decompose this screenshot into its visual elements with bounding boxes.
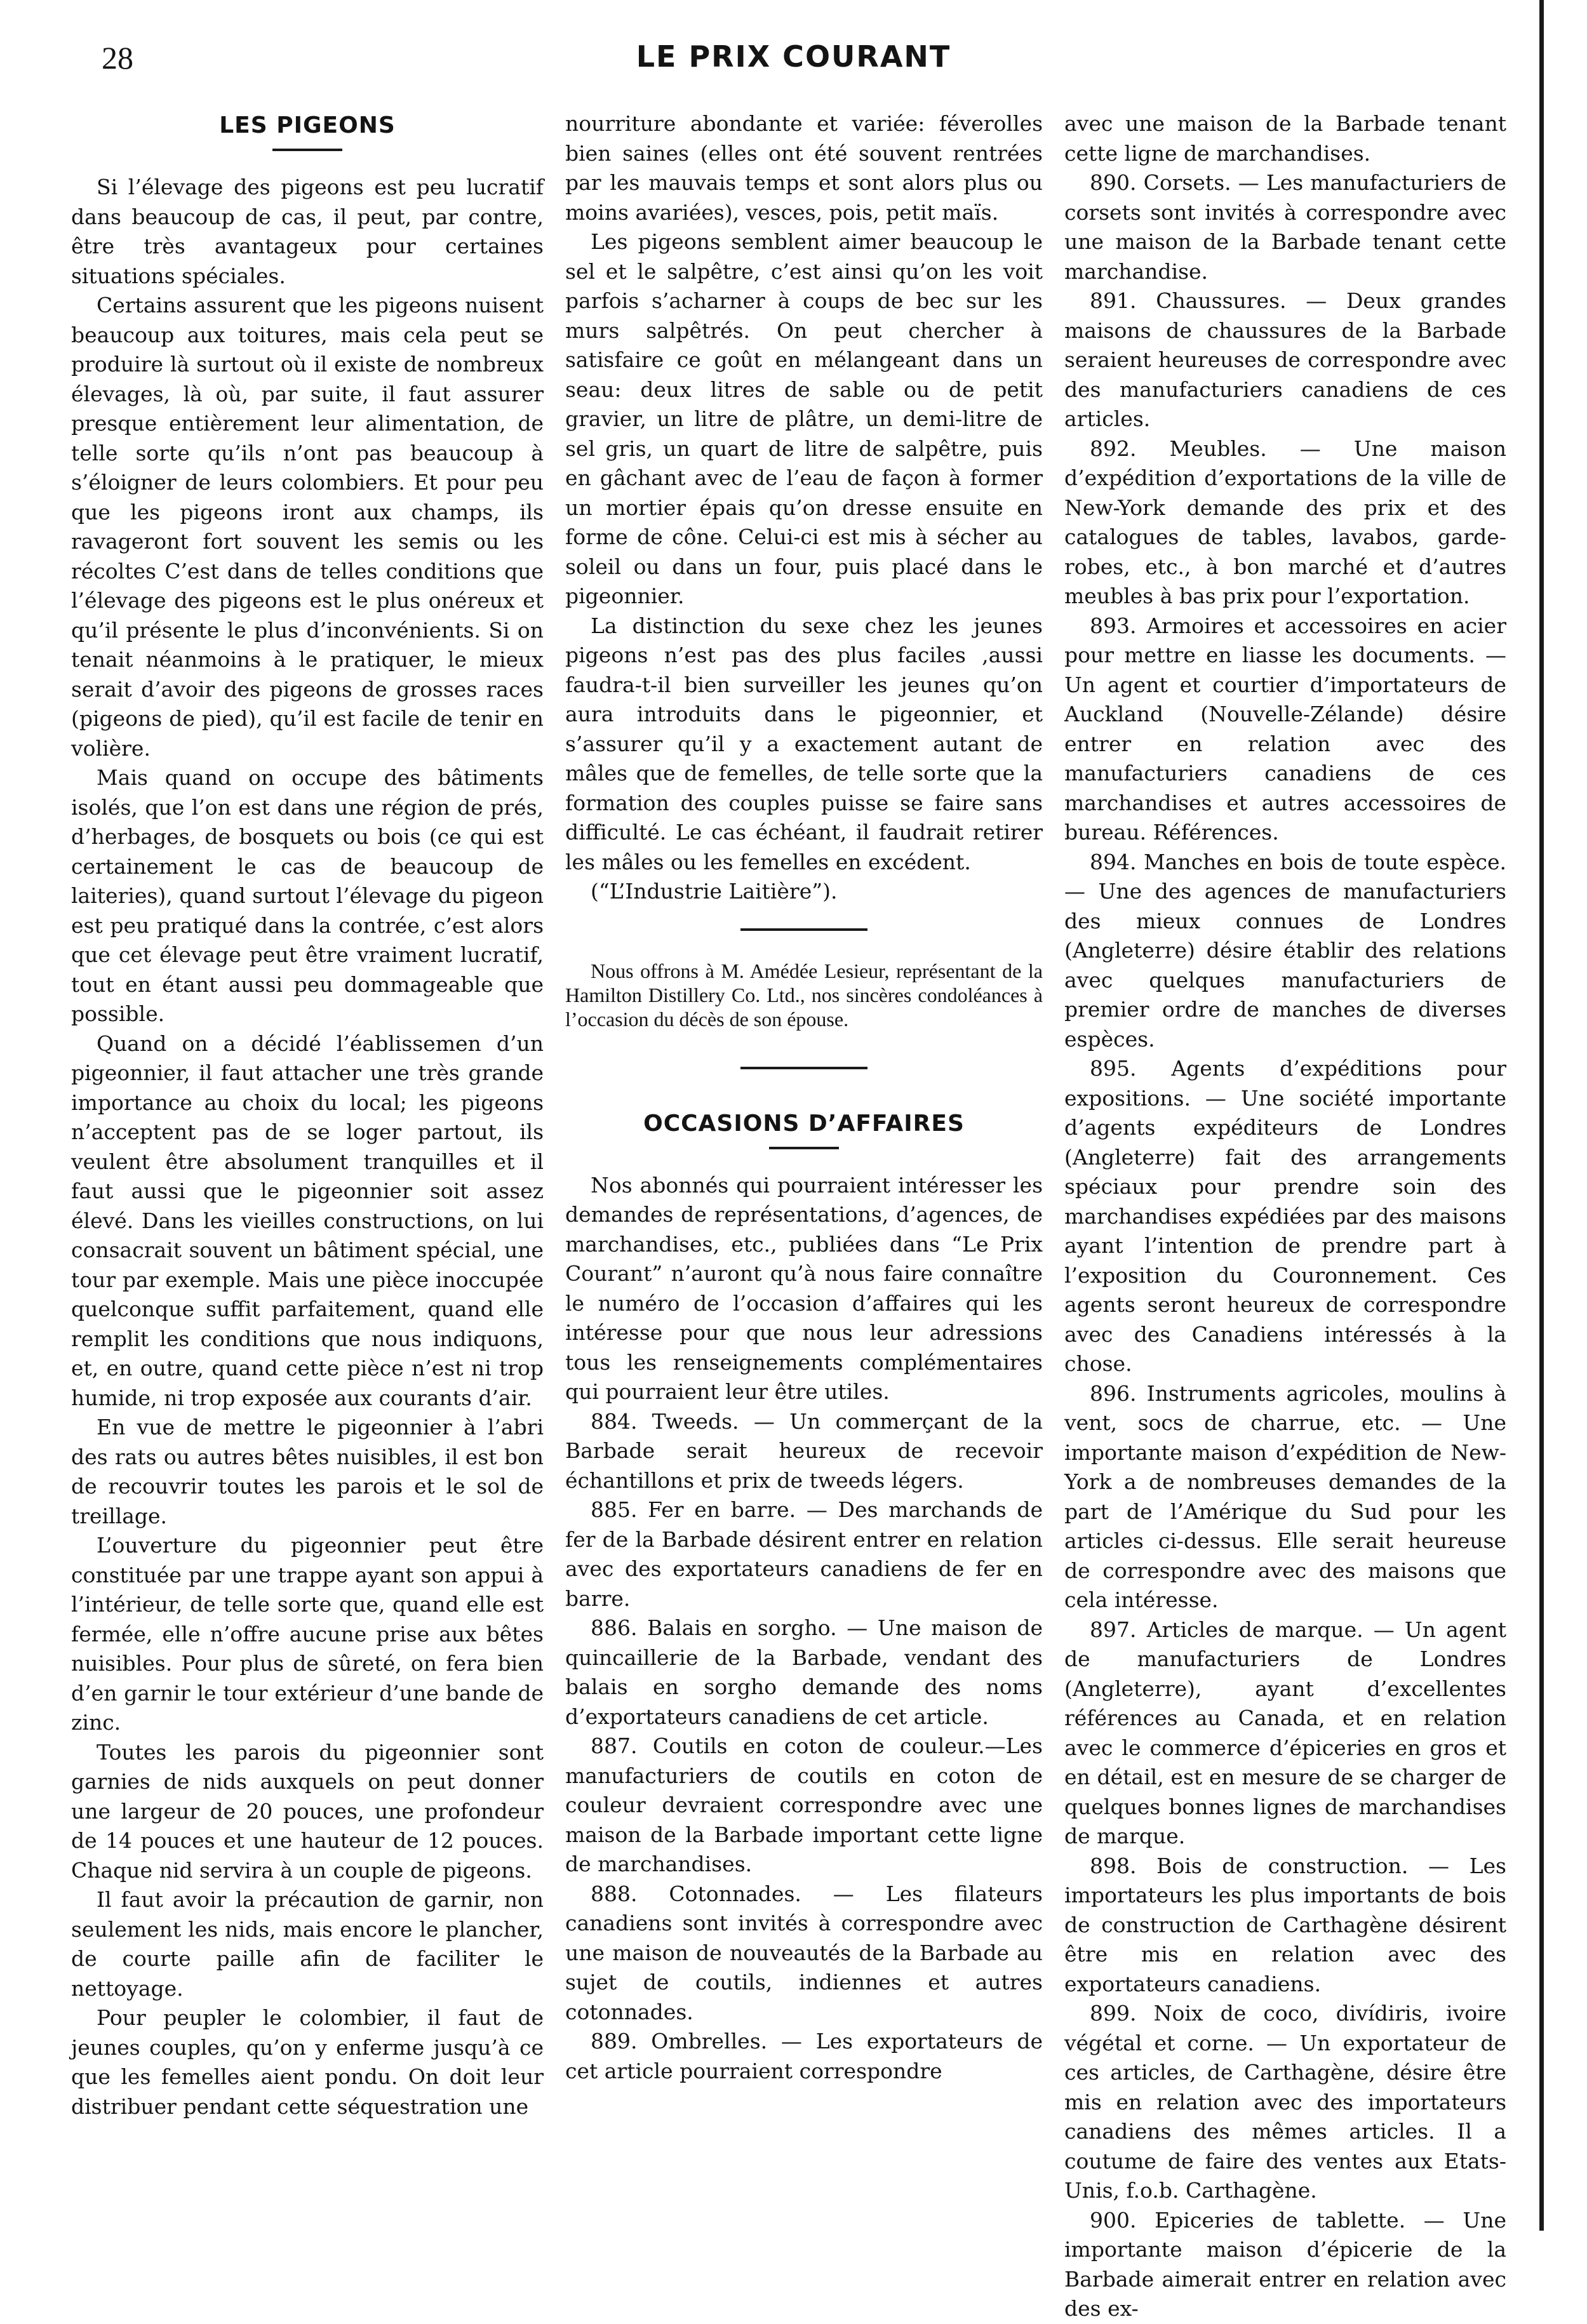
paragraph: Certains assurent que les pigeons nuisent beaucoup aux toitures, mais cela peut se produire là surtout où il existe de nombreux élevages, là où, par suite, il faut assurer presque entièrement leur alimentation, de telle sorte qu’ils n’ont pas beaucoup à s’éloigner de leurs colombiers. Et pour peu que les pigeons iront aux champs, ils ravageront fort souvent les semis ou les récoltes C’est dans de telles conditions que l’élevage des pigeons est le plus onéreux et qu’il présente le plus d’inconvénients. Si on tenait néanmoins à le pratiquer, le mieux serait d’avoir des pigeons de grosses races (pigeons de pied), qu’il est facile de tenir en volière.	[71, 293, 544, 761]
listing-entry: 895. Agents d’expéditions pour expositions. — Une société importante d’agents expéditeurs de Londres (Angleterre) fait des arrangements spéciaux pour prendre soin des marchandises expédiées par des maisons ayant l’intention de prendre part à l’exposition du Couronnement. Ces agents seront heureux de correspondre avec des Canadiens intéressés à la chose.	[1064, 1056, 1506, 1376]
section-divider	[740, 928, 867, 931]
listing-entry: 891. Chaussures. — Deux grandes maisons de chaussures de la Barbade seraient heureuses de correspondre avec des manufacturiers canadiens de ces articles.	[1064, 288, 1506, 431]
paragraph: Si l’élevage des pigeons est peu lucratif dans beaucoup de cas, il peut, par contre, être très avantageux pour certaines situations spéciales.	[71, 175, 544, 288]
page-edge-rule	[1539, 0, 1544, 2231]
paragraph: Nos abonnés qui pourraient intéresser les demandes de représentations, d’agences, de marchandises, etc., publiées dans “Le Prix Courant” n’auront qu’à nous faire connaître le numéro de l’occasion d’affaires qui les intéresse pour que nous leur adressions tous les renseignements complémentaires qui pourraient leur être utiles.	[565, 1172, 1043, 1404]
listing-entry: 900. Epiceries de tablette. — Une importante maison d’épicerie de la Barbade aimerait entrer en relation avec des ex-	[1064, 2207, 1506, 2321]
listing-entry: 898. Bois de construction. — Les importateurs les plus importants de bois de construction de Carthagène désirent être mis en relation avec des exportateurs canadiens.	[1064, 1853, 1506, 1996]
page-number: 28	[102, 40, 133, 76]
listing-entry: 887. Coutils en coton de couleur.—Les manufacturiers de coutils en coton de couleur devraient correspondre avec une maison de la Barbade important cette ligne de marchandises.	[565, 1733, 1043, 1876]
title-underline	[769, 1147, 839, 1149]
article-title-pigeons: LES PIGEONS	[219, 112, 396, 138]
journal-title: LE PRIX COURANT	[636, 39, 951, 74]
column-middle	[565, 109, 1043, 2086]
condolence-notice: Nous offrons à M. Amédée Lesieur, représentant de la Hamilton Distillery Co. Ltd., nos sincères condoléances à l’occasion du décès de son épouse.	[565, 959, 1043, 1031]
listing-entry: 886. Balais en sorgho. — Une maison de quincaillerie de la Barbade, vendant des balais en sorgho demande des noms d’exportateurs canadiens de cet article.	[565, 1615, 1043, 1729]
listing-entry: 899. Noix de coco, divídiris, ivoire végétal et corne. — Un exportateur de ces articles, de Carthagène, désire être mis en relation avec des importateurs canadiens des mêmes articles. Il a coutume de faire des ventes aux Etats-Unis, f.o.b. Carthagène.	[1064, 2001, 1506, 2203]
column-left	[71, 109, 544, 2121]
paragraph: En vue de mettre le pigeonnier à l’abri des rats ou autres bêtes nuisibles, il est bon de recouvrir toutes les parois et le sol de treillage.	[71, 1415, 544, 1528]
column-right	[1064, 109, 1506, 2324]
paragraph: Toutes les parois du pigeonnier sont garnies de nids auxquels on peut donner une largeur de 20 pouces, une profondeur de 14 pouces et une hauteur de 12 pouces. Chaque nid servira à un couple de pigeons.	[71, 1739, 544, 1883]
paragraph: Quand on a décidé l’éablissemen d’un pigeonnier, il faut attacher une très grande importance au choix du local; les pigeons n’acceptent pas de se loger partout, ils veulent être absolument tranquilles et il faut aussi que le pigeonnier soit assez élevé. Dans les vieilles constructions, on lui consacrait souvent un bâtiment spécial, une tour par exemple. Mais une pièce inoccupée quelconque suffit parfaitement, quand elle remplit les conditions que nous indiquons, et, en outre, quand cette pièce n’est ni trop humide, ni trop exposée aux courants d’air.	[71, 1031, 544, 1410]
paragraph: Pour peupler le colombier, il faut de jeunes couples, qu’on y enferme jusqu’à ce que les femelles aient pondu. On doit leur distribuer pendant cette séquestration une	[71, 2005, 544, 2119]
paragraph: Mais quand on occupe des bâtiments isolés, que l’on est dans une région de prés, d’herbages, de bosquets ou bois (ce qui est certainement le cas de beaucoup de laiteries), quand surtout l’élevage du pigeon est peu pratiqué dans la contrée, c’est alors que cet élevage peut être vraiment lucratif, tout en étant aussi peu dommageable que possible.	[71, 765, 544, 1026]
paragraph: nourriture abondante et variée: féverolles bien saines (elles ont été souvent rentrées par les mauvais temps et sont alors plus ou moins avariées), vesces, pois, petit maïs.	[565, 111, 1043, 225]
paragraph: Les pigeons semblent aimer beaucoup le sel et le salpêtre, c’est ainsi qu’on les voit parfois s’acharner à coups de bec sur les murs salpêtrés. On peut chercher à satisfaire ce goût en mélangeant dans un seau: deux litres de sable ou de petit gravier, un litre de plâtre, un demi-litre de sel gris, un quart de litre de salpêtre, puis en gâchant avec de l’eau de façon à former un mortier épais qu’on dresse ensuite en forme de cône. Celui-ci est mis à sécher au soleil ou dans un four, puis placé dans le pigeonnier.	[565, 229, 1043, 608]
listing-entry: 884. Tweeds. — Un commerçant de la Barbade serait heureux de recevoir échantillons et prix de tweeds légers.	[565, 1408, 1043, 1493]
listing-entry: 896. Instruments agricoles, moulins à vent, socs de charrue, etc. — Une importante maison d’expédition de New-York a de nombreuses demandes de la part de l’Amérique du Sud pour les articles ci-dessus. Elle serait heureuse de correspondre avec des maisons que cela intéresse.	[1064, 1380, 1506, 1612]
section-divider	[740, 1067, 867, 1069]
paragraph: La distinction du sexe chez les jeunes pigeons n’est pas des plus faciles ,aussi faudra-t-il bien surveiller les jeunes qu’on aura introduits dans le pigeonnier, et s’assurer qu’il y a exactement autant de mâles que de femelles, de telle sorte que la formation des couples puisse se faire sans difficulté. Le cas échéant, il faudrait retirer les mâles ou les femelles en excédent.	[565, 613, 1043, 874]
listing-entry: 893. Armoires et accessoires en acier pour mettre en liasse les documents. — Un agent et courtier d’importateurs de Auckland (Nouvelle-Zélande) désire entrer en relation avec des manufacturiers canadiens de ces marchandises et autres accessoires de bureau. Références.	[1064, 613, 1506, 845]
article-source: (“L’Industrie Laitière”).	[591, 879, 838, 904]
section-title-occasions: OCCASIONS D’AFFAIRES	[643, 1110, 965, 1137]
paragraph: Il faut avoir la précaution de garnir, non seulement les nids, mais encore le plancher, de courte paille afin de faciliter le nettoyage.	[71, 1887, 544, 2001]
listing-entry: 885. Fer en barre. — Des marchands de fer de la Barbade désirent entrer en relation avec des exportateurs canadiens de fer en barre.	[565, 1497, 1043, 1611]
listing-entry: 892. Meubles. — Une maison d’expédition d’exportations de la ville de New-York demande des prix et des catalogues de tables, lavabos, garde-robes, etc., à bon marché et d’autres meubles à bas prix pour l’exportation.	[1064, 436, 1506, 608]
paragraph: L’ouverture du pigeonnier peut être constituée par une trappe ayant son appui à l’intérieur, de telle sorte que, quand elle est fermée, elle n’offre aucune prise aux bêtes nuisibles. Pour plus de sûreté, on fera bien d’en garnir le tour extérieur d’une bande de zinc.	[71, 1533, 544, 1735]
listing-entry: avec une maison de la Barbade tenant cette ligne de marchandises.	[1064, 111, 1506, 166]
listing-entry: 888. Cotonnades. — Les filateurs canadiens sont invités à correspondre avec une maison de nouveautés de la Barbade au sujet de coutils, indiennes et autres cotonnades.	[565, 1881, 1043, 2024]
listing-entry: 889. Ombrelles. — Les exportateurs de cet article pourraient correspondre	[565, 2029, 1043, 2083]
listing-entry: 890. Corsets. — Les manufacturiers de corsets sont invités à correspondre avec une maison de la Barbade tenant cette marchandise.	[1064, 170, 1506, 284]
listing-entry: 897. Articles de marque. — Un agent de manufacturiers de Londres (Angleterre), ayant d’excellentes références au Canada, et en relation avec le commerce d’épiceries en gros et en détail, est en mesure de se charger de quelques bonnes lignes de marchandises de marque.	[1064, 1617, 1506, 1848]
title-underline	[272, 149, 342, 151]
listing-entry: 894. Manches en bois de toute espèce. — Une des agences de manufacturiers des mieux connues de Londres (Angleterre) désire établir des relations avec quelques manufacturiers de premier ordre de manches de diverses espèces.	[1064, 849, 1506, 1052]
